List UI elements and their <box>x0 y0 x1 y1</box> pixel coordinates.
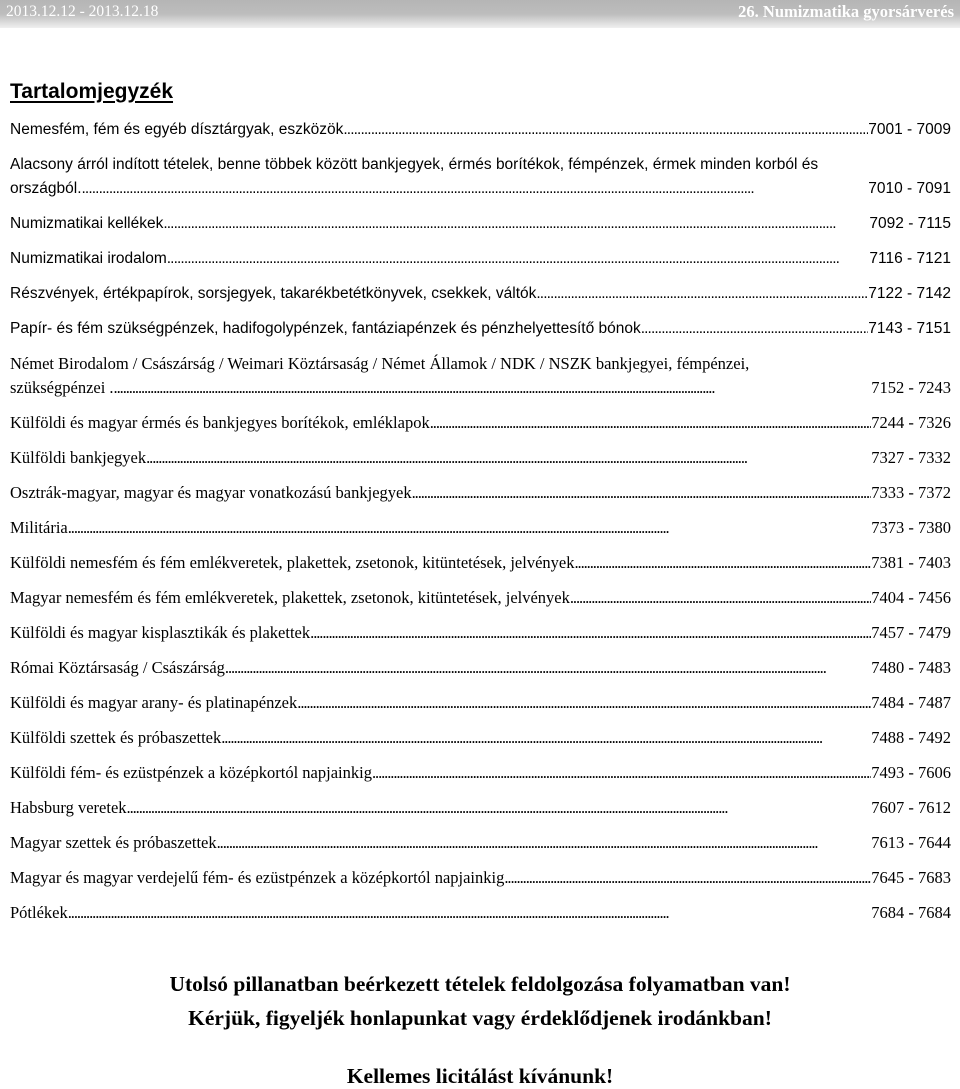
toc-entry-title: Római Köztársaság / Császárság <box>10 658 225 677</box>
date-range: 2013.12.12 - 2013.12.18 <box>6 3 159 20</box>
toc-entry[interactable] <box>10 352 951 400</box>
notice-follow-website: Kérjük, figyeljék honlapunkat vagy érdeklődjenek irodánkban! <box>188 1006 772 1030</box>
toc-entry[interactable] <box>10 621 951 645</box>
toc-entry[interactable] <box>10 212 951 236</box>
toc-entry[interactable] <box>10 481 951 505</box>
toc-entry-title: Numizmatikai kellékek <box>10 215 164 232</box>
toc-entry-pages: 7457 - 7479 <box>871 623 951 642</box>
toc-entry-title: szükségpénzei . <box>10 378 114 397</box>
toc-entry-pages: 7684 - 7684 <box>871 903 951 922</box>
toc-entry-title: Külföldi és magyar arany- és platinapénzek <box>10 693 298 712</box>
toc-entry[interactable] <box>10 282 951 306</box>
toc-entry[interactable] <box>10 796 951 820</box>
toc-entry[interactable] <box>10 118 951 142</box>
toc-entry-title: Külföldi és magyar érmés és bankjegyes borítékok, emléklapok <box>10 413 430 432</box>
toc-entry[interactable] <box>10 901 951 925</box>
dot-leader <box>68 901 872 925</box>
toc-entry-pages: 7122 - 7142 <box>868 285 951 302</box>
toc-entry-pages: 7381 - 7403 <box>871 553 951 572</box>
toc-entry-pages: 7244 - 7326 <box>871 413 951 432</box>
page-header <box>0 0 960 28</box>
toc-entry-pages: 7488 - 7492 <box>871 728 951 747</box>
toc-entry-title: Külföldi és magyar kisplasztikák és plakettek <box>10 623 311 642</box>
dot-leader <box>310 621 871 645</box>
dot-leader <box>114 376 872 400</box>
toc-entry-title: Pótlékek <box>10 903 68 922</box>
toc-entry-pages: 7607 - 7612 <box>871 798 951 817</box>
toc-entry[interactable] <box>10 586 951 610</box>
dot-leader <box>221 726 871 750</box>
table-of-contents <box>10 118 951 936</box>
toc-entry-title: Külföldi nemesfém és fém emlékveretek, plakettek, zsetonok, kitüntetések, jelvények <box>10 553 575 572</box>
dot-leader <box>641 317 869 341</box>
dot-leader <box>504 866 871 890</box>
toc-entry-pages: 7404 - 7456 <box>871 588 951 607</box>
dot-leader <box>430 411 872 435</box>
dot-leader <box>372 761 871 785</box>
dot-leader <box>163 212 869 236</box>
toc-entry[interactable] <box>10 153 951 201</box>
dot-leader <box>146 446 871 470</box>
toc-entry-pages: 7493 - 7606 <box>871 763 951 782</box>
auction-title: 26. Numizmatika gyorsárverés <box>738 2 954 21</box>
toc-entry-title-line: Német Birodalom / Császárság / Weimari Köztársaság / Német Államok / NDK / NSZK bankjegyei, fémpénzei, <box>10 354 750 373</box>
toc-entry[interactable] <box>10 831 951 855</box>
toc-entry-title: Részvények, értékpapírok, sorsjegyek, takarékbetétkönyvek, csekkek, váltók <box>10 285 537 302</box>
toc-entry-title: Militária <box>10 518 68 537</box>
toc-entry-pages: 7152 - 7243 <box>871 378 951 397</box>
dot-leader <box>217 831 872 855</box>
dot-leader <box>225 656 871 680</box>
dot-leader <box>343 118 868 142</box>
toc-entry[interactable] <box>10 866 951 890</box>
notice-processing: Utolsó pillanatban beérkezett tételek feldolgozása folyamatban van! <box>169 972 791 996</box>
toc-entry[interactable] <box>10 761 951 785</box>
toc-entry-pages: 7333 - 7372 <box>871 483 951 502</box>
toc-entry-title-line: Alacsony árról indított tételek, benne többek között bankjegyek, érmés borítékok, fémpénzek, érmek minden korból és <box>10 156 819 173</box>
toc-entry[interactable] <box>10 691 951 715</box>
toc-entry-title: Habsburg veretek <box>10 798 127 817</box>
dot-leader <box>82 177 869 201</box>
toc-entry-title: Magyar szettek és próbaszettek <box>10 833 217 852</box>
dot-leader <box>127 796 872 820</box>
toc-entry-pages: 7373 - 7380 <box>871 518 951 537</box>
toc-entry-title: Külföldi szettek és próbaszettek <box>10 728 222 747</box>
toc-entry-title: Külföldi bankjegyek <box>10 448 147 467</box>
toc-entry-pages: 7116 - 7121 <box>869 250 951 267</box>
toc-entry-title: Nemesfém, fém és egyéb dísztárgyak, eszközök <box>10 121 344 138</box>
closing-wish: Kellemes licitálást kívánunk! <box>346 1064 614 1088</box>
toc-entry[interactable] <box>10 656 951 680</box>
toc-entry[interactable] <box>10 247 951 271</box>
toc-entry-pages: 7092 - 7115 <box>869 215 951 232</box>
toc-entry-pages: 7484 - 7487 <box>871 693 951 712</box>
toc-entry-title: Papír- és fém szükségpénzek, hadifogolypénzek, fantáziapénzek és pénzhelyettesítő bónok <box>10 320 641 337</box>
dot-leader <box>574 551 871 575</box>
dot-leader <box>536 282 868 306</box>
toc-entry[interactable] <box>10 411 951 435</box>
toc-title: Tartalomjegyzék <box>10 80 174 103</box>
toc-entry[interactable] <box>10 551 951 575</box>
toc-entry[interactable] <box>10 446 951 470</box>
toc-entry-pages: 7327 - 7332 <box>871 448 951 467</box>
toc-entry-title: Numizmatikai irodalom <box>10 250 167 267</box>
dot-leader <box>68 516 872 540</box>
toc-entry-title: Magyar és magyar verdejelű fém- és ezüstpénzek a középkortól napjainkig <box>10 868 505 887</box>
toc-entry-pages: 7010 - 7091 <box>868 180 951 197</box>
toc-entry-title: országból. <box>10 180 82 197</box>
dot-leader <box>570 586 871 610</box>
toc-entry-pages: 7613 - 7644 <box>871 833 951 852</box>
toc-entry-title: Külföldi fém- és ezüstpénzek a középkortól napjainkig <box>10 763 372 782</box>
toc-entry-title: Magyar nemesfém és fém emlékveretek, plakettek, zsetonok, kitüntetések, jelvények <box>10 588 570 607</box>
dot-leader <box>167 247 870 271</box>
toc-entry-pages: 7480 - 7483 <box>871 658 951 677</box>
dot-leader <box>412 481 872 505</box>
dot-leader <box>297 691 871 715</box>
toc-entry[interactable] <box>10 726 951 750</box>
toc-entry[interactable] <box>10 516 951 540</box>
toc-entry[interactable] <box>10 317 951 341</box>
toc-entry-pages: 7645 - 7683 <box>871 868 951 887</box>
toc-entry-pages: 7001 - 7009 <box>868 121 951 138</box>
toc-entry-title: Osztrák-magyar, magyar és magyar vonatkozású bankjegyek <box>10 483 412 502</box>
toc-entry-pages: 7143 - 7151 <box>868 320 951 337</box>
